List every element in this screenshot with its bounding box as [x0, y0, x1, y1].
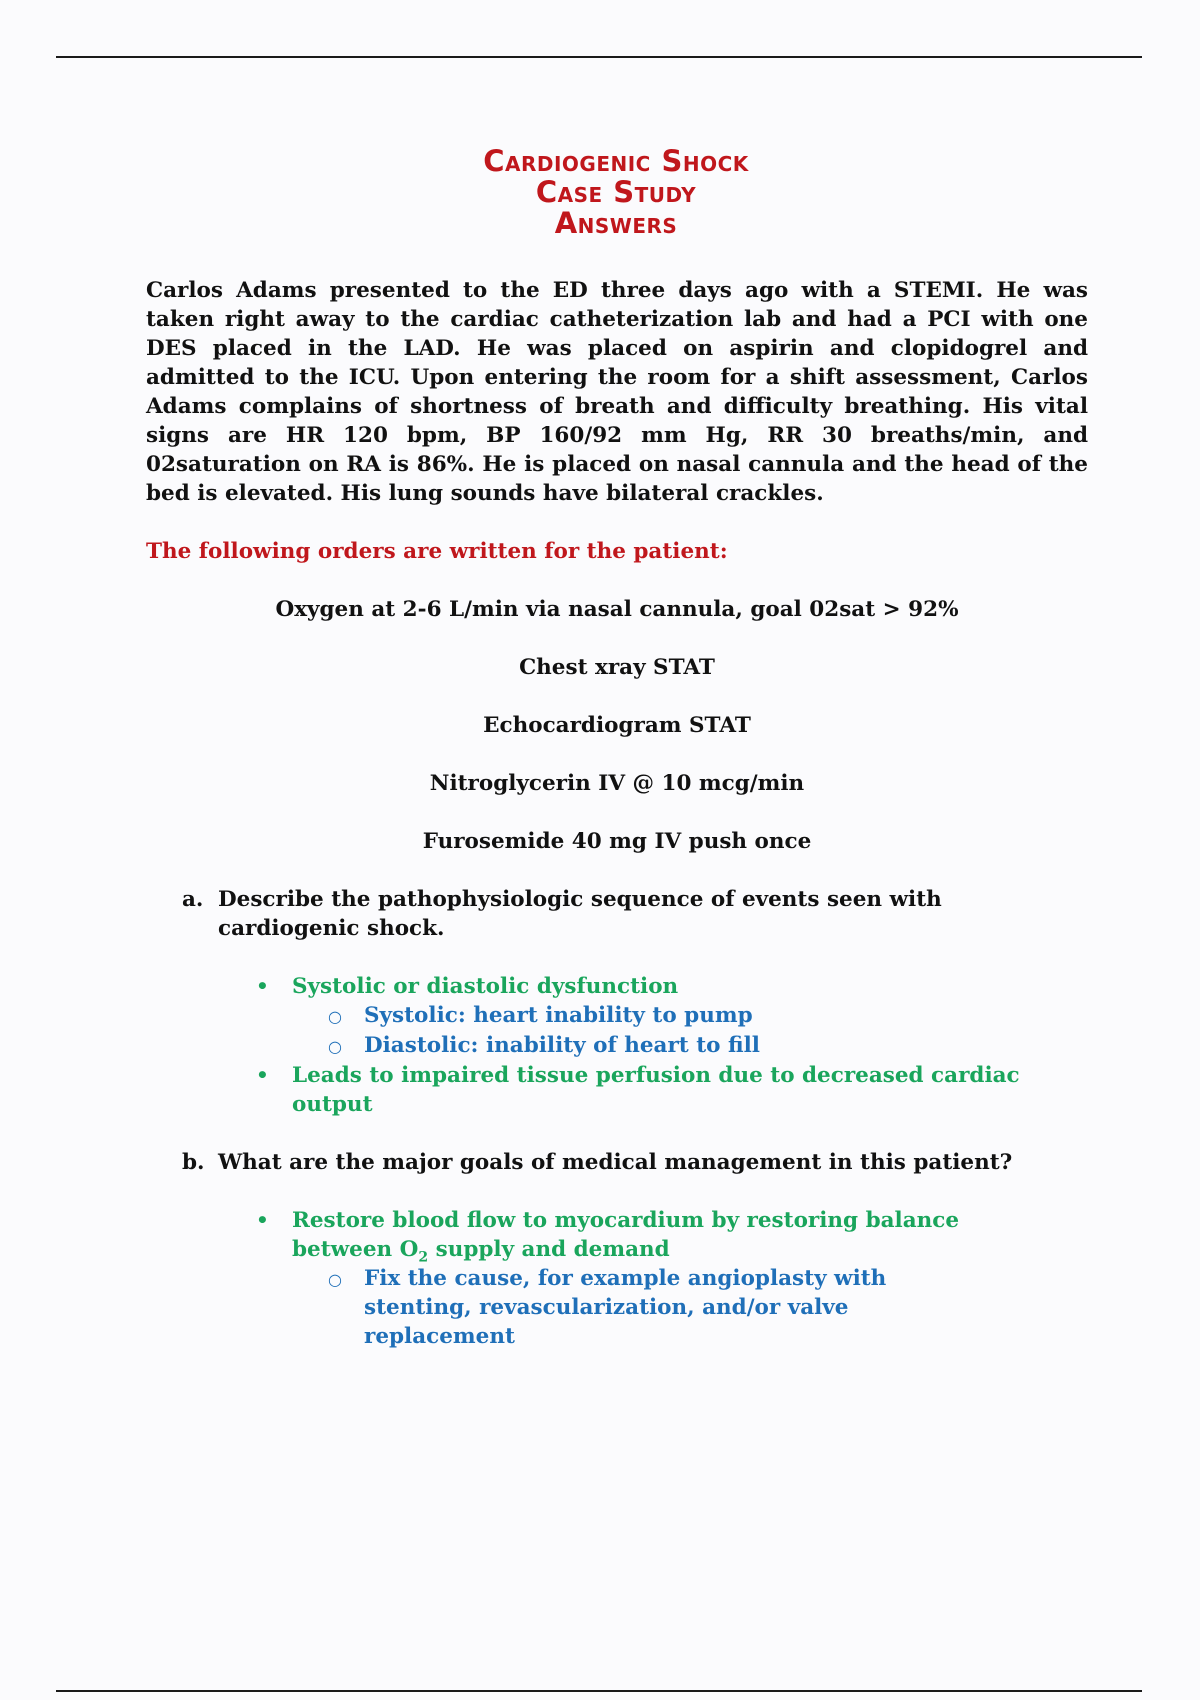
- question-b: [146, 1148, 1088, 1177]
- orders-list: [146, 595, 1088, 856]
- question-a: [146, 885, 1088, 943]
- question-a-text: Describe the pathophysiologic sequence of events seen with cardiogenic shock.: [218, 887, 942, 941]
- answer-a-sub-1-text: Systolic: heart inability to pump: [364, 1003, 753, 1028]
- answer-b-bullet-1-subscript: 2: [418, 1249, 429, 1266]
- answer-b-sub-1: [146, 1264, 1088, 1351]
- circle-bullet-icon: ○: [328, 1007, 342, 1026]
- answer-b-bullet-1-prefix: Restore blood flow to myocardium by restoring balance between O: [292, 1208, 960, 1262]
- answer-a-sub-1: [146, 1001, 1088, 1031]
- answer-a-sub-2: [146, 1031, 1088, 1061]
- answers-a: [146, 972, 1088, 1119]
- answer-b-bullet-1-text: [292, 1206, 1088, 1264]
- top-rule: [56, 56, 1142, 58]
- case-paragraph: Carlos Adams presented to the ED three days ago with a STEMI. He was taken right away to the cardiac catheterization lab and had a PCI with one DES placed in the LAD. He was placed on aspirin and clopidogrel and admitted to the ICU. Upon entering the room for a shift assessment, Carlos Adams complains of shortness of breath and difficulty breathing. His vital signs are HR 120 bpm, BP 160/92 mm Hg, RR 30 breaths/min, and 02saturation on RA is 86%. He is placed on nasal cannula and the head of the bed is elevated. His lung sounds have bilateral crackles.: [146, 278, 1088, 506]
- answer-b-sub-1-text: Fix the cause, for example angioplasty with stenting, revascularization, and/or valve replacement: [364, 1266, 887, 1349]
- document-body: [146, 276, 1088, 1380]
- question-b-letter: b.: [182, 1150, 205, 1175]
- order-item-nitroglycerin: Nitroglycerin IV @ 10 mcg/min: [429, 771, 805, 796]
- answer-a-bullet-1-text: Systolic or diastolic dysfunction: [292, 974, 679, 999]
- document-title: [0, 146, 1200, 239]
- answer-a-bullet-1: [146, 972, 1088, 1001]
- order-item-chest-xray: Chest xray STAT: [519, 655, 715, 680]
- answer-b-bullet-1-suffix: supply and demand: [435, 1237, 670, 1262]
- orders-heading: The following orders are written for the patient:: [146, 539, 728, 564]
- circle-bullet-icon: ○: [328, 1270, 342, 1289]
- answer-b-bullet-1: [146, 1206, 1088, 1264]
- question-b-text: What are the major goals of medical management in this patient?: [218, 1150, 1013, 1175]
- order-item-oxygen: Oxygen at 2-6 L/min via nasal cannula, goal 02sat > 92%: [275, 597, 959, 622]
- order-item-echocardiogram: Echocardiogram STAT: [483, 713, 751, 738]
- title-line-2: Case Study: [535, 175, 697, 209]
- answers-b: [146, 1206, 1088, 1351]
- order-item-furosemide: Furosemide 40 mg IV push once: [422, 829, 812, 854]
- bullet-icon: •: [256, 1208, 269, 1232]
- title-line-3: Answers: [554, 206, 678, 240]
- bullet-icon: •: [256, 974, 269, 998]
- circle-bullet-icon: ○: [328, 1037, 342, 1056]
- answer-a-bullet-2-text: Leads to impaired tissue perfusion due to decreased cardiac output: [292, 1063, 1020, 1117]
- answer-a-sub-2-text: Diastolic: inability of heart to fill: [364, 1033, 760, 1058]
- question-a-letter: a.: [182, 887, 204, 912]
- answer-a-bullet-2: [146, 1061, 1088, 1119]
- title-line-1: Cardiogenic Shock: [483, 144, 749, 178]
- bullet-icon: •: [256, 1063, 269, 1087]
- bottom-rule: [56, 1690, 1142, 1692]
